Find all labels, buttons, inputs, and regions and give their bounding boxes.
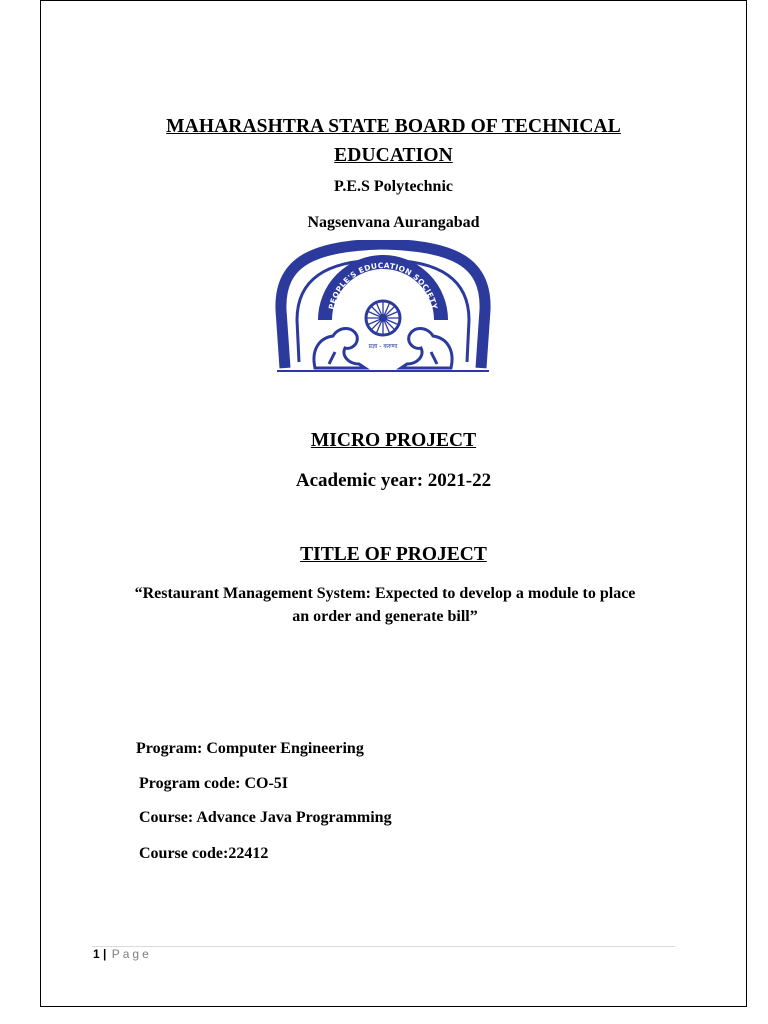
course-detail: Course: Advance Java Programming	[139, 809, 392, 826]
board-title-line2: EDUCATION	[334, 145, 453, 166]
page-number: 1	[93, 947, 100, 961]
logo-motto: प्रज्ञा - करुणा	[368, 343, 398, 350]
course-code-detail: Course code:22412	[139, 845, 269, 862]
program-code-detail: Program code: CO-5I	[139, 775, 288, 792]
project-title	[90, 582, 680, 628]
board-title	[40, 112, 747, 170]
logo-arc-text: PEOPLE'S EDUCATION SOCIETY	[326, 260, 440, 311]
society-logo	[275, 240, 491, 374]
footer-divider	[92, 946, 675, 947]
project-title-line2: an order and generate bill”	[292, 608, 478, 625]
academic-year: Academic year: 2021-22	[295, 470, 492, 491]
page-word: Page	[111, 947, 152, 961]
footer-separator: |	[103, 947, 107, 961]
project-title-heading: TITLE OF PROJECT	[300, 544, 487, 565]
micro-project-label: MICRO PROJECT	[310, 430, 477, 451]
college-location: Nagsenvana Aurangabad	[307, 214, 480, 231]
project-title-line1: “Restaurant Management System: Expected to develop a module to place	[134, 585, 636, 602]
program-detail: Program: Computer Engineering	[136, 740, 364, 757]
board-title-line1: MAHARASHTRA STATE BOARD OF TECHNICAL	[166, 116, 621, 137]
college-name: P.E.S Polytechnic	[334, 178, 453, 195]
page-footer	[93, 947, 152, 961]
